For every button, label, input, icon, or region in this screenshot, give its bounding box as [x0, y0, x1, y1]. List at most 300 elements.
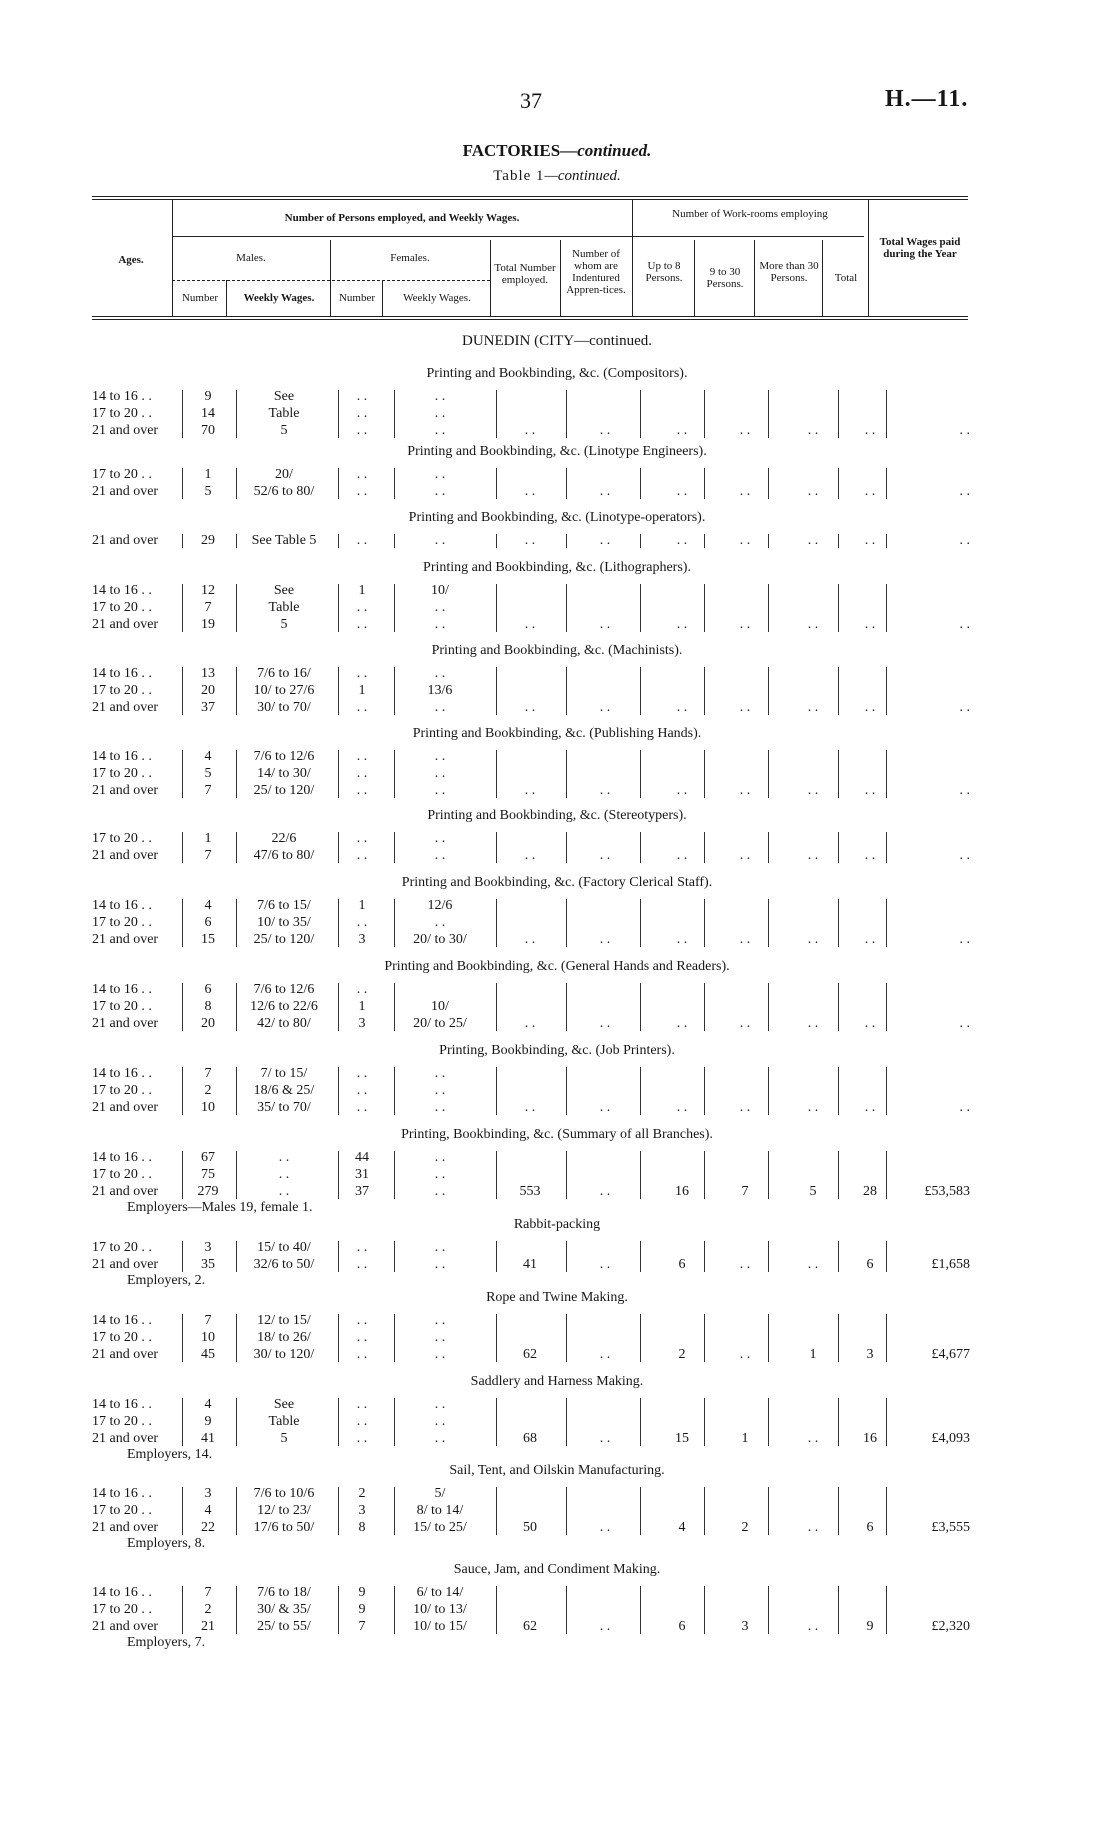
cell-more: . . [807, 783, 819, 798]
cell-mn: 5 [204, 766, 212, 781]
cell-fw: . . [434, 467, 446, 482]
table-row [0, 830, 1114, 847]
cell-fw: . . [434, 406, 446, 421]
cell-mw: 5 [280, 1431, 288, 1446]
column-rule [886, 534, 887, 548]
cell-more: . . [807, 423, 819, 438]
cell-age: 21 and over [92, 1520, 159, 1535]
cell-mw: 25/ to 120/ [253, 932, 315, 947]
column-rule [838, 390, 839, 438]
header-vrule [632, 199, 633, 316]
column-rule [886, 1241, 887, 1272]
cell-mw: 52/6 to 80/ [253, 484, 315, 499]
column-rule [566, 899, 567, 947]
cell-fw: . . [434, 1397, 446, 1412]
cell-wages: £3,555 [931, 1520, 970, 1535]
cell-up8: . . [676, 617, 688, 632]
cell-fn: 3 [358, 932, 366, 947]
cell-mn: 21 [201, 1619, 215, 1634]
column-rule [496, 899, 497, 947]
subtitle-main: Table 1 [493, 168, 545, 184]
cell-fw: . . [434, 831, 446, 846]
cell-nine: 1 [741, 1431, 749, 1446]
cell-fw: . . [434, 1347, 446, 1362]
cell-up8: 6 [678, 1619, 686, 1634]
column-rule [394, 1487, 395, 1535]
cell-mw: See [273, 1397, 295, 1412]
city-heading: DUNEDIN (CITY—continued. [462, 333, 652, 349]
section-title: Printing, Bookbinding, &c. (Job Printers). [439, 1043, 675, 1058]
column-rule [394, 1241, 395, 1272]
cell-mn: 7 [204, 1585, 212, 1600]
cell-mn: 45 [201, 1347, 215, 1362]
section-title: Printing and Bookbinding, &c. (General Hands and Readers). [384, 959, 730, 974]
cell-tot: . . [524, 700, 536, 715]
column-rule [182, 750, 183, 798]
cell-age: 14 to 16 . . [92, 749, 152, 764]
cell-mn: 3 [204, 1486, 212, 1501]
column-rule [496, 1067, 497, 1115]
cell-nine: . . [739, 932, 751, 947]
cell-tot: . . [524, 423, 536, 438]
employers-note: Employers—Males 19, female 1. [127, 1200, 313, 1215]
column-rule [768, 390, 769, 438]
cell-more: . . [807, 848, 819, 863]
cell-age: 17 to 20 . . [92, 1167, 152, 1182]
column-rule [566, 1241, 567, 1272]
column-rule [394, 584, 395, 632]
column-rule [704, 983, 705, 1031]
column-rule [338, 1487, 339, 1535]
column-rule [768, 534, 769, 548]
column-rule [640, 899, 641, 947]
cell-total: . . [864, 1016, 876, 1031]
table-row [0, 765, 1114, 782]
header-9-to-30: 9 to 30 Persons. [706, 266, 744, 290]
cell-fw: . . [434, 848, 446, 863]
cell-nine: 7 [741, 1184, 749, 1199]
cell-tot: 62 [523, 1619, 537, 1634]
cell-mn: 7 [204, 1313, 212, 1328]
table-row [0, 665, 1114, 682]
cell-fw: . . [434, 617, 446, 632]
table-row [0, 1166, 1114, 1183]
section-title: Rope and Twine Making. [486, 1290, 628, 1305]
cell-wages: . . [959, 423, 970, 438]
cell-mw: See [273, 389, 295, 404]
column-rule [838, 1314, 839, 1362]
cell-nine: . . [739, 700, 751, 715]
cell-fn: 9 [358, 1602, 366, 1617]
header-vrule [754, 240, 755, 316]
cell-fw: . . [434, 1257, 446, 1272]
cell-fw: 10/ to 13/ [413, 1602, 467, 1617]
column-rule [704, 750, 705, 798]
column-rule [236, 584, 237, 632]
cell-more: . . [807, 484, 819, 499]
column-rule [838, 983, 839, 1031]
column-rule [394, 534, 395, 548]
cell-age: 21 and over [92, 1257, 159, 1272]
cell-total: 6 [866, 1520, 874, 1535]
cell-age: 17 to 20 . . [92, 766, 152, 781]
column-rule [394, 832, 395, 863]
cell-tot: 553 [519, 1184, 541, 1199]
table-row [0, 847, 1114, 864]
cell-app: . . [599, 1100, 611, 1115]
column-rule [182, 667, 183, 715]
cell-age: 17 to 20 . . [92, 467, 152, 482]
header-top-rule-2 [92, 199, 968, 200]
column-rule [768, 1151, 769, 1199]
cell-fn: . . [356, 783, 368, 798]
cell-mw: 18/ to 26/ [257, 1330, 311, 1345]
cell-mw: 30/ & 35/ [257, 1602, 311, 1617]
cell-fw: . . [434, 915, 446, 930]
cell-mn: 70 [201, 423, 215, 438]
table-row [0, 599, 1114, 616]
cell-fn: 1 [358, 583, 366, 598]
column-rule [886, 899, 887, 947]
cell-more: . . [807, 533, 819, 548]
column-rule [838, 468, 839, 499]
cell-age: 17 to 20 . . [92, 1330, 152, 1345]
cell-wages: . . [959, 932, 970, 947]
cell-nine: . . [739, 1347, 751, 1362]
column-rule [640, 1241, 641, 1272]
header-more-than-30: More than 30 Persons. [759, 260, 819, 284]
column-rule [338, 1151, 339, 1199]
cell-fw: . . [434, 1184, 446, 1199]
cell-mn: 10 [201, 1330, 215, 1345]
header-male-wages: Weekly Wages. [243, 292, 315, 304]
column-rule [236, 667, 237, 715]
cell-total: . . [864, 533, 876, 548]
column-rule [768, 468, 769, 499]
table-row [0, 981, 1114, 998]
column-rule [182, 832, 183, 863]
cell-nine: . . [739, 484, 751, 499]
column-rule [496, 1586, 497, 1634]
table-subtitle [0, 168, 1114, 185]
cell-age: 14 to 16 . . [92, 1066, 152, 1081]
cell-mn: 7 [204, 848, 212, 863]
cell-more: 5 [809, 1184, 817, 1199]
column-rule [768, 667, 769, 715]
cell-app: . . [599, 1257, 611, 1272]
column-rule [496, 468, 497, 499]
cell-nine: . . [739, 533, 751, 548]
cell-mw: 5 [280, 423, 288, 438]
cell-fn: 1 [358, 898, 366, 913]
column-rule [182, 390, 183, 438]
cell-fn: 1 [358, 683, 366, 698]
cell-fw: . . [434, 423, 446, 438]
header-females: Females. [390, 252, 430, 264]
cell-mw: 15/ to 40/ [257, 1240, 311, 1255]
table-row [0, 782, 1114, 799]
cell-fn: . . [356, 1100, 368, 1115]
cell-mn: 2 [204, 1083, 212, 1098]
table-row [0, 422, 1114, 439]
column-rule [886, 983, 887, 1031]
column-rule [566, 534, 567, 548]
column-rule [566, 468, 567, 499]
column-rule [182, 468, 183, 499]
cell-tot: . . [524, 1100, 536, 1115]
cell-nine: 2 [741, 1520, 749, 1535]
cell-age: 21 and over [92, 1100, 159, 1115]
column-rule [566, 667, 567, 715]
cell-mw: . . [278, 1167, 290, 1182]
cell-mn: 2 [204, 1602, 212, 1617]
cell-fn: . . [356, 749, 368, 764]
cell-age: 14 to 16 . . [92, 982, 152, 997]
cell-fw: . . [434, 389, 446, 404]
column-rule [838, 667, 839, 715]
column-rule [704, 1151, 705, 1199]
cell-tot: 62 [523, 1347, 537, 1362]
page-title [0, 141, 1114, 161]
column-rule [640, 1487, 641, 1535]
cell-total: 3 [866, 1347, 874, 1362]
column-rule [236, 983, 237, 1031]
cell-age: 21 and over [92, 1619, 159, 1634]
cell-fw: 12/6 [427, 898, 453, 913]
cell-fw: 10/ to 15/ [413, 1619, 467, 1634]
column-rule [236, 1314, 237, 1362]
cell-fw: . . [434, 1313, 446, 1328]
cell-more: . . [807, 1100, 819, 1115]
cell-fw: . . [434, 1150, 446, 1165]
column-rule [886, 1487, 887, 1535]
header-workrooms-group: Number of Work-rooms employing [672, 208, 828, 220]
column-rule [886, 832, 887, 863]
column-rule [838, 832, 839, 863]
cell-fn: . . [356, 848, 368, 863]
header-apprentices: Number of whom are Indentured Appren-tices. [566, 248, 626, 296]
cell-age: 14 to 16 . . [92, 583, 152, 598]
cell-fw: . . [434, 1083, 446, 1098]
cell-mn: 14 [201, 406, 215, 421]
cell-up8: . . [676, 700, 688, 715]
cell-app: . . [599, 617, 611, 632]
header-total-wages: Total Wages paid during the Year [879, 236, 961, 260]
column-rule [640, 1314, 641, 1362]
cell-more: . . [807, 1257, 819, 1272]
column-rule [704, 534, 705, 548]
cell-up8: . . [676, 932, 688, 947]
cell-app: . . [599, 1431, 611, 1446]
cell-app: . . [599, 1619, 611, 1634]
column-rule [566, 390, 567, 438]
cell-up8: . . [676, 1016, 688, 1031]
cell-age: 14 to 16 . . [92, 1585, 152, 1600]
cell-fw: . . [434, 484, 446, 499]
cell-mn: 67 [201, 1150, 215, 1165]
column-rule [640, 534, 641, 548]
column-rule [886, 584, 887, 632]
cell-mw: See Table 5 [251, 533, 317, 548]
cell-mn: 37 [201, 700, 215, 715]
cell-wages: £4,677 [931, 1347, 970, 1362]
cell-more: . . [807, 1619, 819, 1634]
cell-fn: . . [356, 1397, 368, 1412]
cell-mn: 8 [204, 999, 212, 1014]
table-row [0, 1099, 1114, 1116]
header-vrule [172, 199, 173, 316]
cell-wages: . . [959, 484, 970, 499]
cell-fw: . . [434, 766, 446, 781]
column-rule [640, 750, 641, 798]
cell-fn: . . [356, 406, 368, 421]
cell-total: . . [864, 848, 876, 863]
table-row [0, 582, 1114, 599]
subtitle-continued: —continued. [544, 168, 621, 184]
column-rule [566, 1398, 567, 1446]
column-rule [182, 1398, 183, 1446]
cell-fw: 13/6 [427, 683, 453, 698]
column-rule [768, 832, 769, 863]
cell-tot: 41 [523, 1257, 537, 1272]
column-rule [566, 1067, 567, 1115]
section-title: Printing and Bookbinding, &c. (Lithographers). [423, 560, 691, 575]
cell-up8: 6 [678, 1257, 686, 1272]
cell-age: 21 and over [92, 848, 159, 863]
header-vrule [226, 280, 227, 316]
cell-wages: £53,583 [924, 1184, 970, 1199]
header-male-number: Number [181, 292, 219, 304]
cell-fn: . . [356, 533, 368, 548]
cell-fn: . . [356, 467, 368, 482]
header-total: Total [834, 272, 858, 284]
cell-fw: . . [434, 700, 446, 715]
cell-more: . . [807, 700, 819, 715]
cell-mn: 13 [201, 666, 215, 681]
cell-fn: 7 [358, 1619, 366, 1634]
cell-mn: 20 [201, 1016, 215, 1031]
cell-age: 21 and over [92, 1184, 159, 1199]
cell-total: . . [864, 484, 876, 499]
cell-age: 17 to 20 . . [92, 1414, 152, 1429]
cell-fn: 1 [358, 999, 366, 1014]
table-row [0, 931, 1114, 948]
cell-fn: . . [356, 1330, 368, 1345]
column-rule [338, 983, 339, 1031]
column-rule [496, 1487, 497, 1535]
cell-age: 17 to 20 . . [92, 1083, 152, 1098]
table-row [0, 1312, 1114, 1329]
cell-fn: 3 [358, 1503, 366, 1518]
cell-fw: . . [434, 1414, 446, 1429]
column-rule [838, 1241, 839, 1272]
cell-app: . . [599, 1520, 611, 1535]
table-row [0, 998, 1114, 1015]
header-vrule [694, 240, 695, 316]
cell-fw: . . [434, 783, 446, 798]
cell-mw: 12/ to 23/ [257, 1503, 311, 1518]
cell-fn: . . [356, 484, 368, 499]
cell-total: . . [864, 783, 876, 798]
cell-total: . . [864, 932, 876, 947]
column-rule [338, 832, 339, 863]
cell-fn: . . [356, 1066, 368, 1081]
column-rule [496, 1241, 497, 1272]
column-rule [182, 899, 183, 947]
header-vrule [330, 240, 331, 316]
cell-app: . . [599, 932, 611, 947]
column-rule [182, 1241, 183, 1272]
column-rule [236, 1241, 237, 1272]
cell-up8: 4 [678, 1520, 686, 1535]
cell-fw: 20/ to 25/ [413, 1016, 467, 1031]
cell-nine: 3 [741, 1619, 749, 1634]
column-rule [496, 534, 497, 548]
header-vrule [868, 199, 869, 316]
cell-mn: 4 [204, 898, 212, 913]
cell-app: . . [599, 700, 611, 715]
cell-nine: . . [739, 423, 751, 438]
cell-age: 14 to 16 . . [92, 389, 152, 404]
column-rule [768, 1487, 769, 1535]
cell-fn: . . [356, 766, 368, 781]
cell-mn: 12 [201, 583, 215, 598]
cell-mw: 5 [280, 617, 288, 632]
header-ages: Ages. [118, 254, 144, 266]
table-row [0, 699, 1114, 716]
cell-wages: £4,093 [931, 1431, 970, 1446]
section-title: Rabbit-packing [513, 1217, 601, 1232]
cell-mw: . . [278, 1150, 290, 1165]
column-rule [338, 667, 339, 715]
header-males: Males. [236, 252, 266, 264]
cell-age: 21 and over [92, 932, 159, 947]
column-rule [338, 468, 339, 499]
cell-up8: . . [676, 783, 688, 798]
cell-fw: . . [434, 749, 446, 764]
cell-mw: 12/ to 15/ [257, 1313, 311, 1328]
cell-mw: 22/6 [271, 831, 297, 846]
cell-total: . . [864, 617, 876, 632]
cell-age: 14 to 16 . . [92, 666, 152, 681]
column-rule [640, 1398, 641, 1446]
cell-mw: 20/ [275, 467, 293, 482]
cell-mw: 12/6 to 22/6 [250, 999, 318, 1014]
cell-app: . . [599, 533, 611, 548]
column-rule [496, 390, 497, 438]
column-rule [394, 1314, 395, 1362]
cell-fn: . . [356, 1414, 368, 1429]
cell-mw: 42/ to 80/ [257, 1016, 311, 1031]
cell-up8: 16 [675, 1184, 689, 1199]
employers-note: Employers, 2. [127, 1273, 206, 1288]
cell-age: 17 to 20 . . [92, 1602, 152, 1617]
column-rule [886, 390, 887, 438]
column-rule [704, 1398, 705, 1446]
column-rule [496, 584, 497, 632]
cell-mw: 10/ to 35/ [257, 915, 311, 930]
table-row [0, 532, 1114, 549]
cell-app: . . [599, 484, 611, 499]
cell-total: 28 [863, 1184, 877, 1199]
section-title: Printing and Bookbinding, &c. (Factory Clerical Staff). [401, 875, 713, 890]
column-rule [394, 667, 395, 715]
header-total-employed: Total Number employed. [494, 262, 556, 286]
cell-fw: . . [434, 1100, 446, 1115]
cell-total: . . [864, 423, 876, 438]
cell-age: 21 and over [92, 533, 159, 548]
cell-app: . . [599, 783, 611, 798]
